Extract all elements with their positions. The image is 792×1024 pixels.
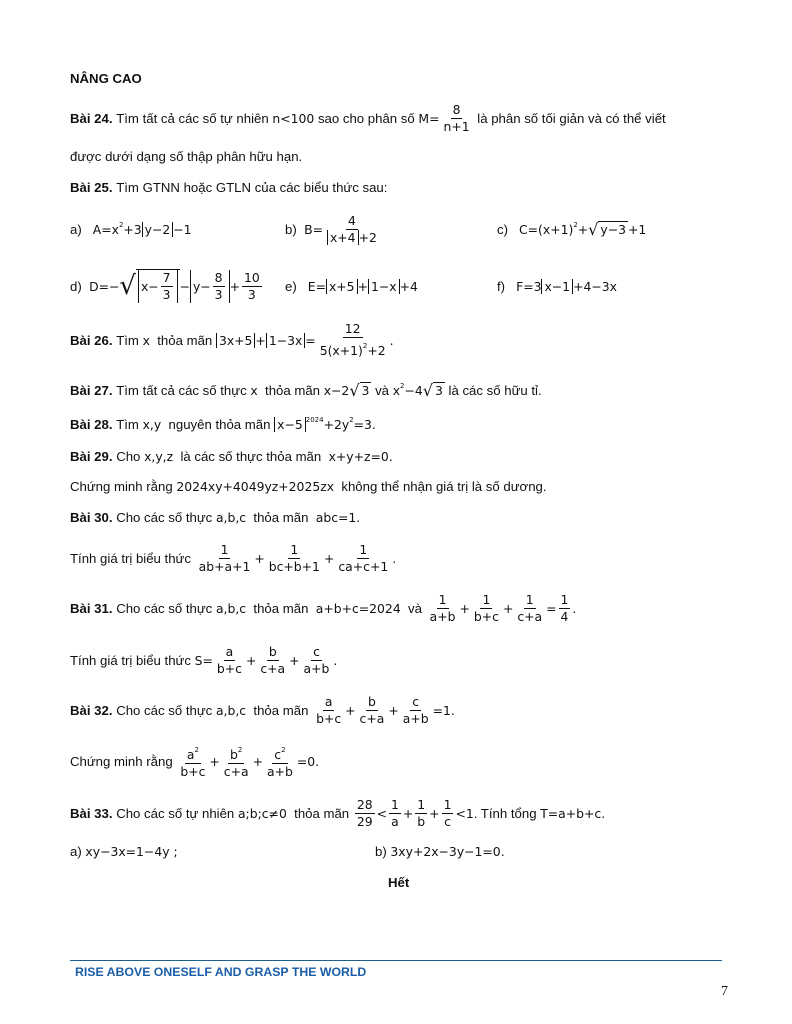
problem-33: Bài 33. Cho các số tự nhiên a;b;c≠0 thỏa mãn $\frac{28}{29}$ < $\frac{1}{a}$ + $\frac{1}{b}$ + $\frac{1}{c}$ <1 . Tính tổng T=a+b+c . xyxy=(70,796,606,829)
item-25d: d) D=− √ x− $\frac{7}{3}$ − y− $\frac{8}{3}$ + $\frac{10}{3}$ xyxy=(70,269,260,302)
item-25c: c) $C=(x+1)^2+$ √ y−3 +1 xyxy=(497,219,647,239)
problem-27: Bài 27. Tìm tất cả các số thực x thỏa mãn x−2 √ 3 và $x^2-4$ √ 3 là các số hữu tỉ. xyxy=(70,380,542,400)
footer-slogan: RISE ABOVE ONESELF AND GRASP THE WORLD xyxy=(75,965,367,979)
problem-29: Bài 29. Cho x,y,z là các số thực thỏa mãn x+y+z=0. xyxy=(70,449,393,464)
item-25e: e) E= x+5 + 1−x +4 xyxy=(285,278,418,294)
end-mark: Hết xyxy=(388,875,410,890)
problem-25-label: Bài 25. xyxy=(70,180,113,195)
problem-31-line2: Tính giá trị biểu thức S= $\frac{a}{b+c}$ + $\frac{b}{c+a}$ + $\frac{c}{a+b}$ . xyxy=(70,643,338,676)
text: Tìm tất cả các số tự nhiên xyxy=(116,110,269,126)
problem-24-line2: được dưới dạng số thập phân hữu hạn. xyxy=(70,149,303,164)
problem-28: Bài 28. Tìm x,y nguyên thỏa mãn x−5 $^{2024}+2y^2=3$. xyxy=(70,416,376,432)
item-25f: f) F=3 x−1 +4−3x xyxy=(497,278,617,294)
problem-29-line2: Chứng minh rằng 2024xy+4049yz+2025zx không thể nhận giá trị là số dương. xyxy=(70,479,547,494)
item-25a: a) $A=x^2+3$ y−2 −1 xyxy=(70,221,192,237)
problem-31: Bài 31. Cho các số thực a,b,c thỏa mãn a+b+c=2024 và $\frac{1}{a+b}$ + $\frac{1}{b+c}$ + $\frac{1}{c+a}$ = $\frac{1}{4}$ . xyxy=(70,591,577,624)
problem-33-a: a) xy−3x=1−4y ; xyxy=(70,844,178,859)
fraction: $\frac{8}{n+1}$ xyxy=(443,101,470,134)
item-25b: b) B= $\frac{4}{x+4 +2}$ xyxy=(285,212,377,245)
text: sao cho phân số xyxy=(317,110,415,126)
problem-33-b: b) 3xy+2x−3y−1=0. xyxy=(375,844,505,859)
problem-25 xyxy=(70,180,387,195)
section-title: NÂNG CAO xyxy=(70,71,142,86)
problem-32: Bài 32. Cho các số thực a,b,c thỏa mãn $\frac{a}{b+c}$ + $\frac{b}{c+a}$ + $\frac{c}{a+b}$ =1 . xyxy=(70,693,455,726)
math: M= xyxy=(418,110,440,126)
problem-24 xyxy=(70,100,666,136)
text: Tìm GTNN hoặc GTLN của các biểu thức sau: xyxy=(116,180,388,195)
problem-24-label: Bài 24. xyxy=(70,110,113,126)
problem-30-line2: Tính giá trị biểu thức $\frac{1}{ab+a+1}$ + $\frac{1}{bc+b+1}$ + $\frac{1}{ca+c+1}$ . xyxy=(70,541,397,574)
problem-30: Bài 30. Cho các số thực a,b,c thỏa mãn abc=1. xyxy=(70,510,361,525)
problem-26: Bài 26. Tìm x thỏa mãn 3x+5 + 1−3x = $\frac{12}{5(x+1)^2+2}$ . xyxy=(70,321,394,358)
page-number: 7 xyxy=(721,984,728,999)
footer-divider xyxy=(70,960,722,961)
problem-32-line2: Chứng minh rằng $\frac{a^2}{b+c}$ + $\frac{b^2}{c+a}$ + $\frac{c^2}{a+b}$ =0 . xyxy=(70,740,319,782)
math: n<100 xyxy=(272,110,315,126)
text: là phân số tối giản và có thể viết xyxy=(477,110,666,126)
